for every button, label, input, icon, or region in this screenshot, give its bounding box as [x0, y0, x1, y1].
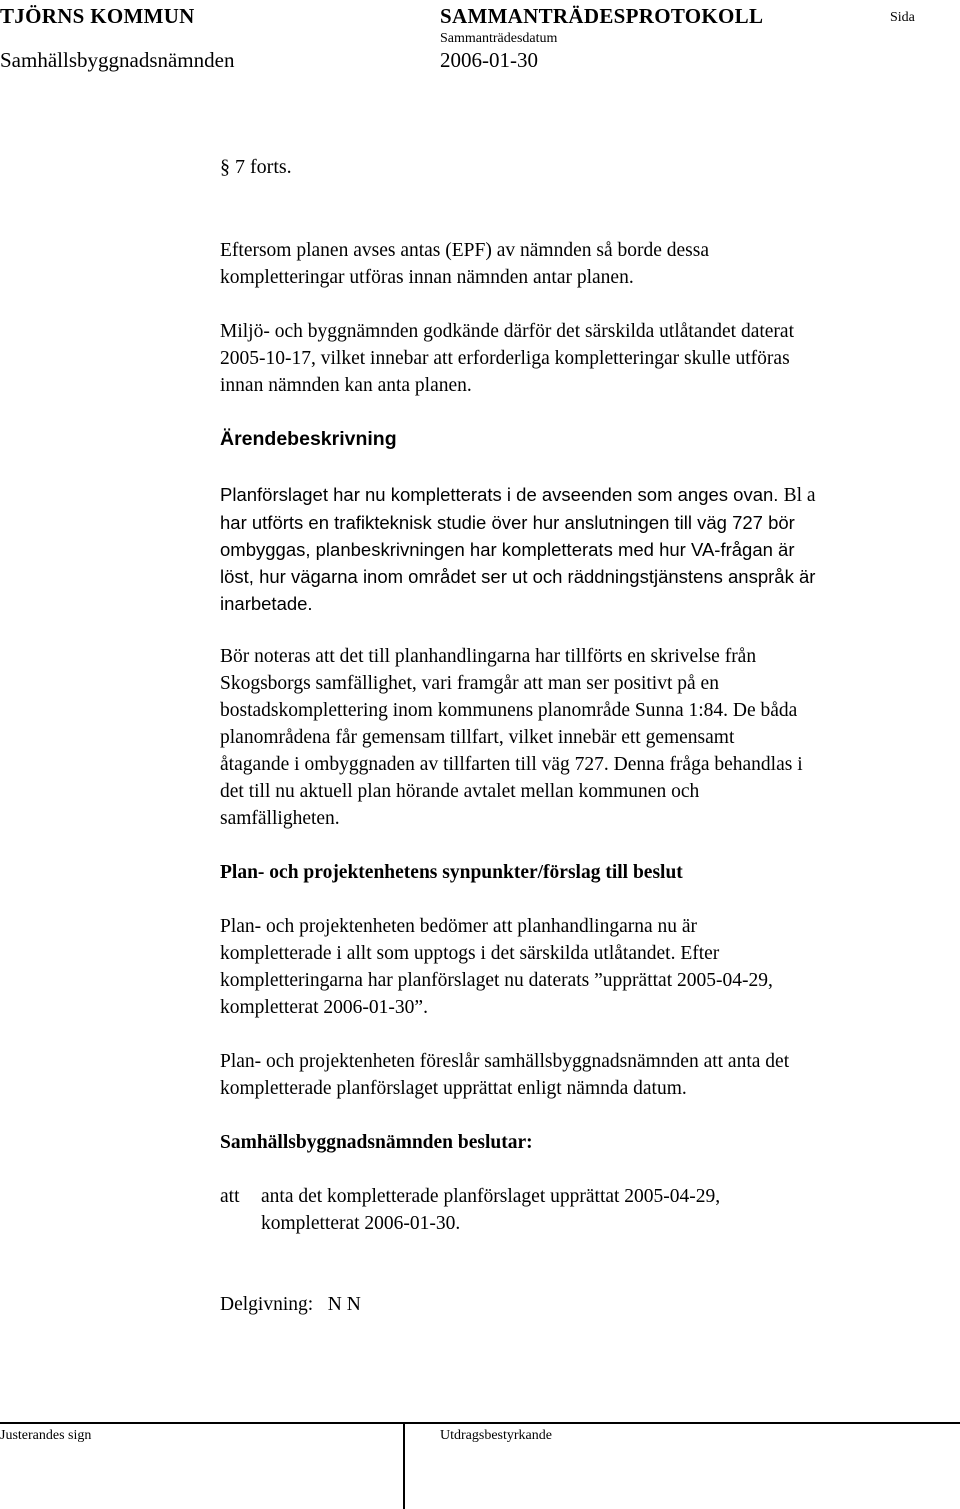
text-line-start: Planförslaget har nu kompletterats i de avseenden som anges ovan.	[220, 484, 779, 505]
text-line: Plan- och projektenheten föreslår samhällsbyggnadsnämnden att anta det	[220, 1051, 790, 1072]
text-line: Plan- och projektenheten bedömer att planhandlingarna nu är	[220, 916, 698, 937]
footer-divider	[0, 1422, 960, 1424]
paragraph-1	[220, 237, 709, 291]
section-reference	[220, 156, 292, 179]
decision-text	[261, 1183, 720, 1237]
text-line: ombyggas, planbeskrivningen har kompletterats med hur VA-frågan är	[220, 539, 795, 560]
text-line	[220, 481, 816, 509]
text-line: kompletterade planförslaget upprättat enligt nämnda datum.	[220, 1078, 687, 1099]
text-line: det till nu aktuell plan hörande avtalet mellan kommunen och	[220, 781, 700, 802]
section-ref-text: 7 forts.	[235, 156, 292, 178]
section-sign-icon: §	[220, 156, 230, 178]
text-line: anta det kompletterade planförslaget upprättat 2005-04-29,	[261, 1186, 721, 1207]
text-line: samfälligheten.	[220, 808, 340, 829]
paragraph-5	[220, 913, 773, 1021]
text-line: planområdena får gemensam tillfart, vilket innebär ett gemensamt	[220, 727, 735, 748]
heading-synpunkter: Plan- och projektenhetens synpunkter/förslag till beslut	[220, 862, 683, 883]
decision-prefix: att	[220, 1186, 240, 1207]
text-line: kompletterade i allt som upptogs i det särskilda utlåtandet. Efter	[220, 943, 720, 964]
text-line: Eftersom planen avses antas (EPF) av nämnden så borde dessa	[220, 240, 709, 261]
paragraph-4	[220, 643, 803, 832]
page-label: Sida	[890, 10, 915, 25]
committee-name: Samhällsbyggnadsnämnden	[0, 48, 235, 72]
text-line: inarbetade.	[220, 593, 313, 614]
text-line: 2005-10-17, vilket innebar att erforderliga kompletteringar skulle utföras	[220, 348, 790, 369]
text-line-tail: Bl a	[783, 485, 816, 506]
text-line: innan nämnden kan anta planen.	[220, 375, 472, 396]
text-line: kompletteringar utföras innan nämnden antar planen.	[220, 267, 634, 288]
text-line: kompletterat 2006-01-30.	[261, 1213, 461, 1234]
text-line: Bör noteras att det till planhandlingarna har tillförts en skrivelse från	[220, 646, 757, 667]
text-line: kompletteringarna har planförslaget nu daterats ”upprättat 2005-04-29,	[220, 970, 773, 991]
text-line: bostadskomplettering inom kommunens planområde Sunna 1:84. De båda	[220, 700, 798, 721]
text-line: åtagande i ombyggnaden av tillfarten till väg 727. Denna fråga behandlas i	[220, 754, 803, 775]
document-type: SAMMANTRÄDESPROTOKOLL	[440, 4, 764, 28]
organization-name: TJÖRNS KOMMUN	[0, 4, 195, 28]
heading-arendebeskrivning: Ärendebeskrivning	[220, 428, 397, 450]
heading-beslut: Samhällsbyggnadsnämnden beslutar:	[220, 1132, 533, 1153]
delgivning: Delgivning: N N	[220, 1294, 361, 1315]
text-line: löst, hur vägarna inom området ser ut och räddningstjänstens anspråk är	[220, 566, 816, 587]
paragraph-6	[220, 1048, 789, 1102]
text-line: har utförts en trafikteknisk studie över hur anslutningen till väg 727 bör	[220, 512, 795, 533]
paragraph-3	[220, 481, 816, 617]
utdragsbestyrkande-label: Utdragsbestyrkande	[440, 1428, 552, 1443]
meeting-date-label: Sammanträdesdatum	[440, 31, 558, 46]
meeting-date: 2006-01-30	[440, 48, 538, 72]
text-line: Skogsborgs samfällighet, vari framgår att man ser positivt på en	[220, 673, 719, 694]
paragraph-2	[220, 318, 794, 399]
text-line: Miljö- och byggnämnden godkände därför det särskilda utlåtandet daterat	[220, 321, 794, 342]
justerandes-sign-label: Justerandes sign	[0, 1428, 92, 1443]
footer-column-divider	[403, 1422, 405, 1509]
text-line: kompletterat 2006-01-30”.	[220, 997, 428, 1018]
